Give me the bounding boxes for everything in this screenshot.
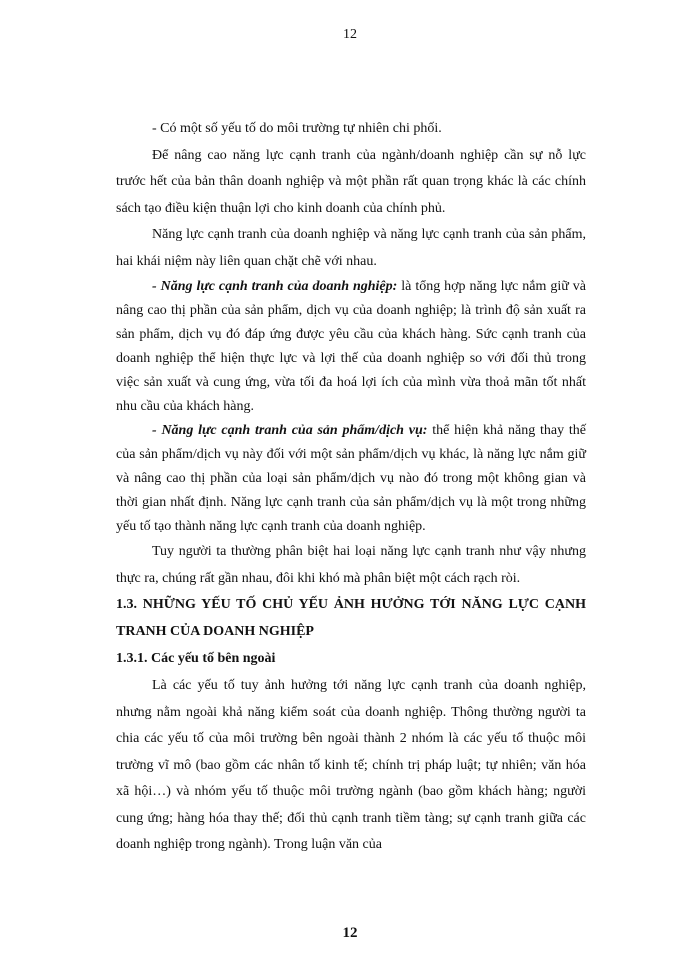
section-heading-1-3-1: 1.3.1. Các yếu tố bên ngoài: [116, 651, 276, 666]
paragraph-external-factors: Là các yếu tố tuy ảnh hưởng tới năng lực cạnh tranh của doanh nghiệp, nhưng nằm ngoài khả năng kiểm soát của doanh nghiệp. Thông thường người ta chia các yếu tố của môi trường bên ngoài thành 2 nhóm là các yếu tố thuộc môi trường vĩ mô (bao gồm các nhân tố kinh tế; chính trị pháp luật; tự nhiên; văn hóa xã hội…) và nhóm yếu tố thuộc môi trường ngành (bao gồm khách hàng; người cung ứng; hàng hóa thay thế; đối thủ cạnh tranh tiềm tàng; sự cạnh tranh giữa các doanh nghiệp trong ngành). Trong luận văn của: [116, 678, 586, 852]
paragraph-two-concepts: Năng lực cạnh tranh của doanh nghiệp và năng lực cạnh tranh của sản phẩm, hai khái niệm này liên quan chặt chẽ với nhau.: [116, 227, 586, 269]
paragraph-natural-factors: - Có một số yếu tố do môi trường tự nhiên chi phối.: [152, 121, 442, 136]
paragraph-product-competitiveness: [116, 419, 586, 539]
paragraph-enterprise-competitiveness: [116, 275, 586, 419]
document-body: [116, 116, 586, 859]
page-number-bottom: 12: [342, 925, 358, 941]
term-product-competitiveness: - Năng lực cạnh tranh của sản phẩm/dịch vụ:: [152, 423, 428, 438]
paragraph-improve-competitiveness: Để nâng cao năng lực cạnh tranh của ngành/doanh nghiệp cần sự nỗ lực trước hết của bản thân doanh nghiệp và một phần rất quan trọng khác là các chính sách tạo điều kiện thuận lợi cho kinh doanh của chính phủ.: [116, 147, 586, 216]
section-heading-1-3: 1.3. NHỮNG YẾU TỐ CHỦ YẾU ẢNH HƯỞNG TỚI NĂNG LỰC CẠNH TRANH CỦA DOANH NGHIỆP: [116, 597, 586, 639]
term-enterprise-competitiveness: - Năng lực cạnh tranh của doanh nghiệp:: [152, 279, 398, 294]
paragraph-distinction: Tuy người ta thường phân biệt hai loại năng lực cạnh tranh như vậy nhưng thực ra, chúng rất gần nhau, đôi khi khó mà phân biệt một cách rạch ròi.: [116, 544, 586, 586]
page-number-top: 12: [343, 27, 357, 42]
definition-enterprise-competitiveness: là tổng hợp năng lực nắm giữ và nâng cao thị phần của sản phẩm, dịch vụ của doanh nghiệp; là trình độ sản xuất ra sản phẩm, dịch vụ đó đáp ứng được yêu cầu của khách hàng. Sức cạnh tranh của doanh nghiệp thể hiện thực lực và lợi thế của doanh nghiệp so với đối thủ trong việc sản xuất và cung ứng, vừa tối đa hoá lợi ích của mình vừa thoả mãn tốt nhất nhu cầu của khách hàng.: [116, 279, 587, 414]
definition-product-competitiveness: thể hiện khả năng thay thế của sản phẩm/dịch vụ này đối với một sản phẩm/dịch vụ khác, là năng lực nắm giữ và nâng cao thị phần của loại sản phẩm/dịch vụ nào đó trong một không gian và thời gian nhất định. Năng lực cạnh tranh của sản phẩm/dịch vụ là một trong những yếu tố tạo thành năng lực cạnh tranh của doanh nghiệp.: [116, 423, 586, 534]
